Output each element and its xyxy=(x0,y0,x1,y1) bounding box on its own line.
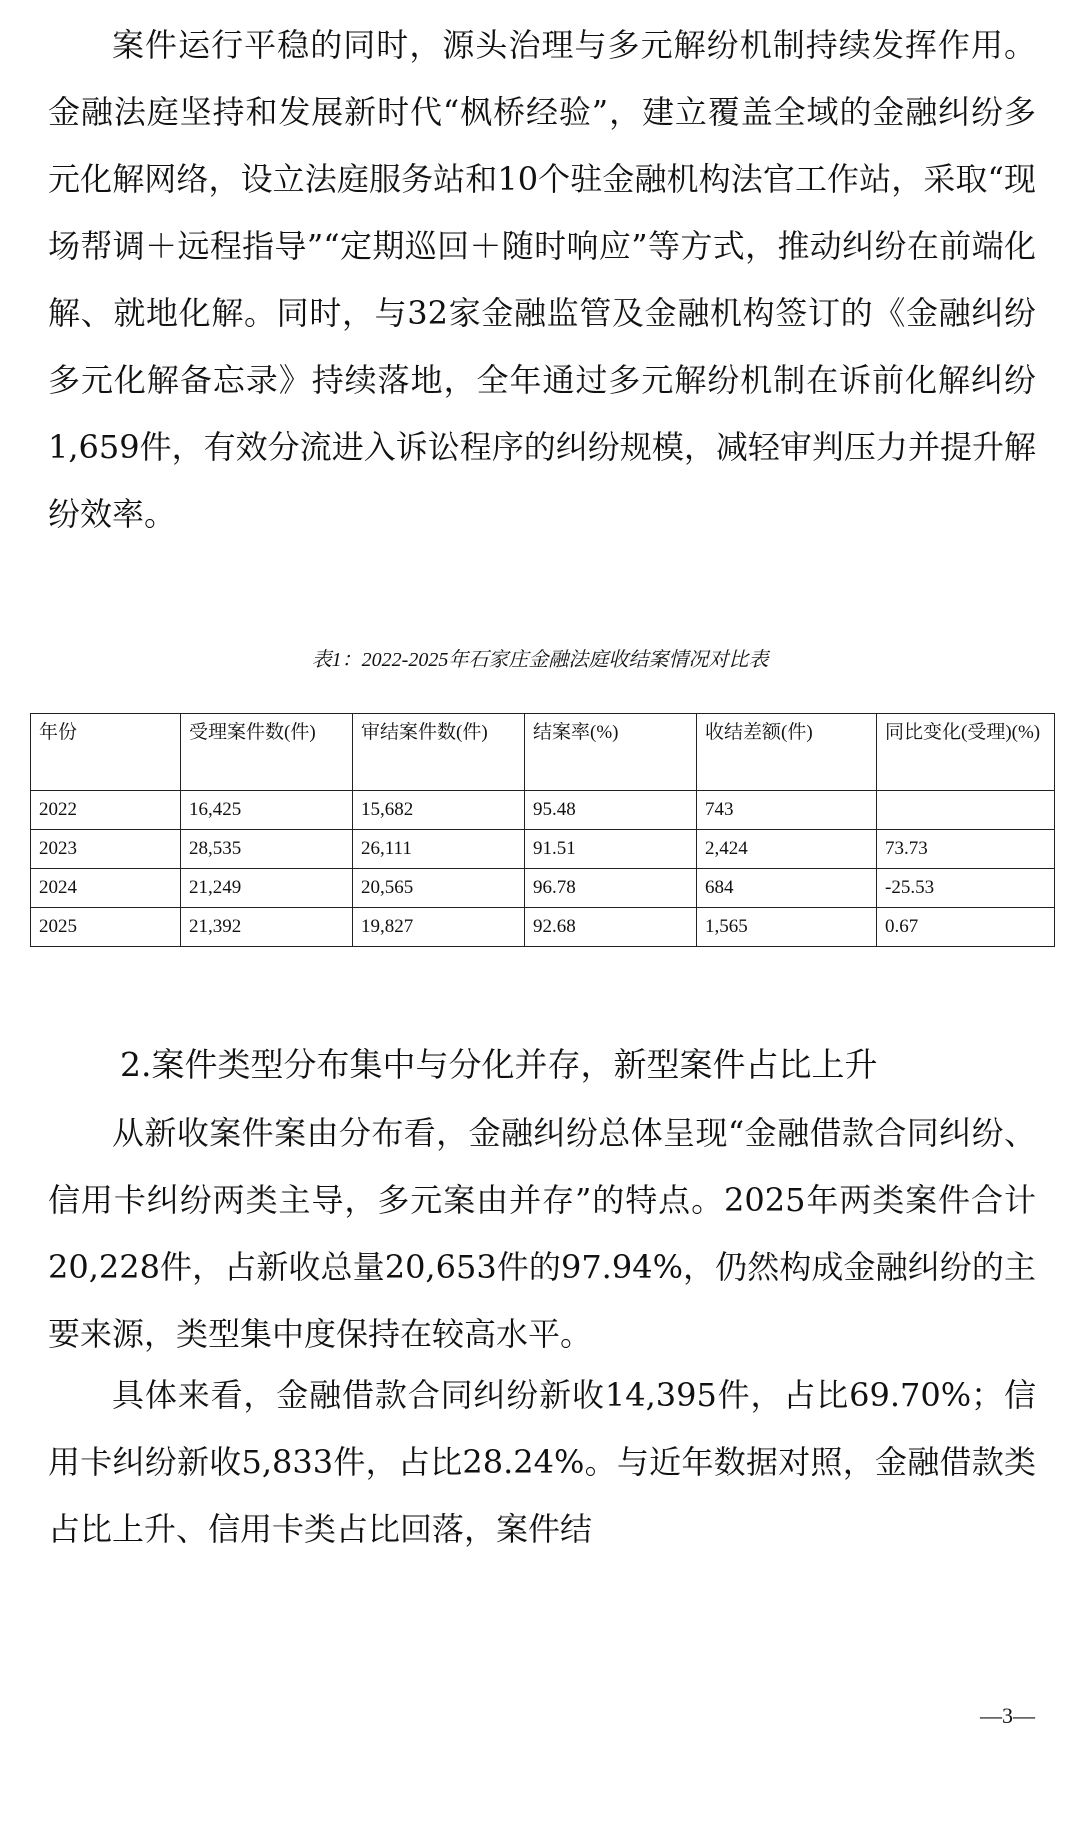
table-cell: 26,111 xyxy=(353,830,525,869)
body-paragraph-3: 具体来看，金融借款合同纠纷新收14,395件，占比69.70%；信用卡纠纷新收5,833件，占比28.24%。与近年数据对照，金融借款类占比上升、信用卡类占比回落，案件结 xyxy=(48,1376,1036,1548)
header-cell: 年份 xyxy=(31,714,181,791)
table-row xyxy=(31,908,1055,947)
table-cell: -25.53 xyxy=(877,869,1055,908)
table-cell: 743 xyxy=(697,791,877,830)
table-cell: 96.78 xyxy=(525,869,697,908)
table-cell: 2022 xyxy=(31,791,181,830)
table-cell: 2023 xyxy=(31,830,181,869)
table-cell: 20,565 xyxy=(353,869,525,908)
table-cell: 19,827 xyxy=(353,908,525,947)
table-cell: 15,682 xyxy=(353,791,525,830)
header-cell: 收结差额(件) xyxy=(697,714,877,791)
header-cell: 受理案件数(件) xyxy=(181,714,353,791)
table-cell: 2024 xyxy=(31,869,181,908)
table-row xyxy=(31,830,1055,869)
section-heading: 2.案件类型分布集中与分化并存，新型案件占比上升 xyxy=(120,1045,878,1084)
table-row xyxy=(31,791,1055,830)
header-cell: 审结案件数(件) xyxy=(353,714,525,791)
table-cell: 1,565 xyxy=(697,908,877,947)
page-number: —3— xyxy=(980,1703,1035,1728)
body-paragraph-2: 从新收案件案由分布看，金融纠纷总体呈现“金融借款合同纠纷、信用卡纠纷两类主导，多元案由并存”的特点。2025年两类案件合计20,228件，占新收总量20,653件的97.94%，仍然构成金融纠纷的主要来源，类型集中度保持在较高水平。 xyxy=(48,1114,1036,1353)
table-cell: 16,425 xyxy=(181,791,353,830)
table-cell: 2,424 xyxy=(697,830,877,869)
header-cell: 同比变化(受理)(%) xyxy=(877,714,1055,791)
table-caption: 表1：2022-2025年石家庄金融法庭收结案情况对比表 xyxy=(311,649,769,671)
table-header-row xyxy=(31,714,1055,791)
table-cell: 0.67 xyxy=(877,908,1055,947)
body-paragraph-1: 案件运行平稳的同时，源头治理与多元解纷机制持续发挥作用。金融法庭坚持和发展新时代“枫桥经验”，建立覆盖全域的金融纠纷多元化解网络，设立法庭服务站和10个驻金融机构法官工作站，采取“现场帮调＋远程指导”“定期巡回＋随时响应”等方式，推动纠纷在前端化解、就地化解。同时，与32家金融监管及金融机构签订的《金融纠纷多元化解备忘录》持续落地，全年通过多元解纷机制在诉前化解纠纷1,659件，有效分流进入诉讼程序的纠纷规模，减轻审判压力并提升解纷效率。 xyxy=(48,26,1036,533)
header-cell: 结案率(%) xyxy=(525,714,697,791)
table-cell: 2025 xyxy=(31,908,181,947)
table-cell: 92.68 xyxy=(525,908,697,947)
table-cell: 95.48 xyxy=(525,791,697,830)
table-cell xyxy=(877,791,1055,830)
table-cell: 28,535 xyxy=(181,830,353,869)
table-cell: 684 xyxy=(697,869,877,908)
table-row xyxy=(31,869,1055,908)
table-cell: 21,249 xyxy=(181,869,353,908)
data-table xyxy=(30,713,1055,947)
table-cell: 73.73 xyxy=(877,830,1055,869)
table-cell: 91.51 xyxy=(525,830,697,869)
table-cell: 21,392 xyxy=(181,908,353,947)
